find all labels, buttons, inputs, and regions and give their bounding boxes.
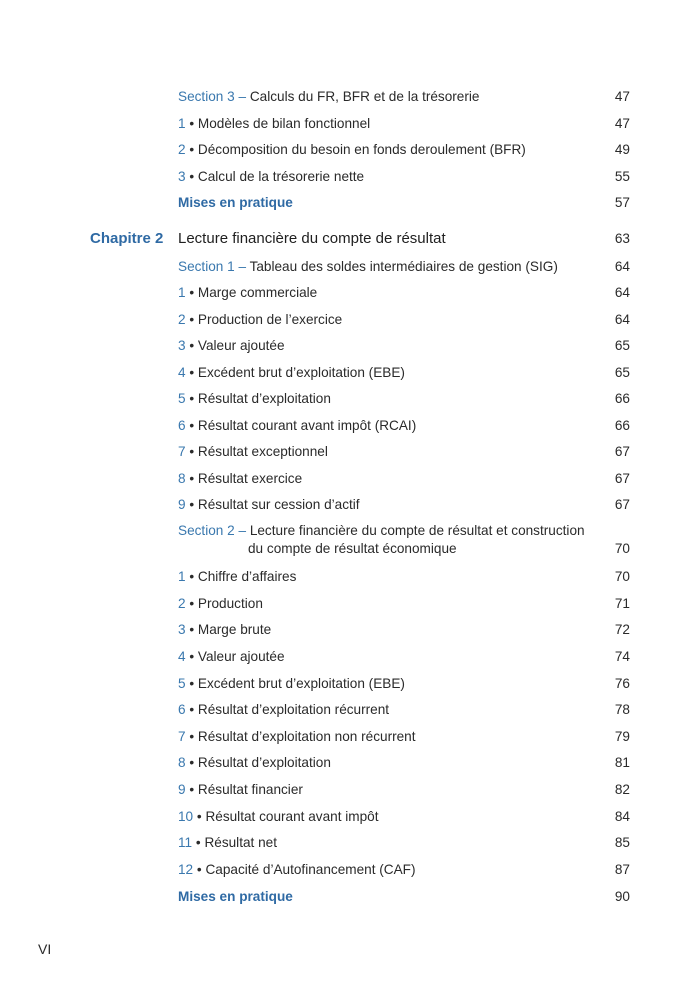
toc-item[interactable]: 1 • Chiffre d’affaires 70 [178,569,630,584]
item-title: Excédent brut d’exploitation (EBE) [197,365,405,380]
item-number: 11 [178,835,193,850]
item-number: 8 [178,755,186,770]
page-number: 67 [614,497,630,512]
item-number: 8 [178,471,186,486]
item-title: Décomposition du besoin en fonds deroulement (BFR) [197,142,526,157]
item-title: Résultat exceptionnel [197,444,328,459]
page-number: 65 [614,365,630,380]
item-title: Capacité d’Autofinancement (CAF) [205,862,416,877]
item-number: 4 [178,649,186,664]
page-number: 67 [614,471,630,486]
page-number: 66 [614,418,630,433]
toc-item[interactable]: 6 • Résultat courant avant impôt (RCAI) 66 [178,418,630,433]
section-title-line2: du compte de résultat économique [248,541,457,556]
page-number: 57 [614,195,630,210]
page-number: 78 [614,702,630,717]
page-number: 64 [614,259,630,274]
page-number: 49 [614,142,630,157]
item-number: 3 [178,169,186,184]
item-number: 5 [178,676,186,691]
toc-item[interactable]: 3 • Valeur ajoutée 65 [178,338,630,353]
toc-item[interactable]: 5 • Excédent brut d’exploitation (EBE) 76 [178,676,630,691]
item-number: 2 [178,596,186,611]
item-title: Résultat d’exploitation non récurrent [197,729,416,744]
practice-label: Mises en pratique [178,889,293,904]
toc-section-3[interactable] [178,88,630,106]
item-number: 10 [178,809,194,824]
toc-item[interactable]: 9 • Résultat financier 82 [178,782,630,797]
toc-item[interactable]: 8 • Résultat exercice 67 [178,471,630,486]
page-number: 82 [614,782,630,797]
page-number: 67 [614,444,630,459]
chapter-label: Chapitre 2 [90,230,164,247]
item-number: 7 [178,444,186,459]
item-title: Valeur ajoutée [197,649,285,664]
item-title: Valeur ajoutée [197,338,285,353]
item-number: 3 [178,338,186,353]
toc-item[interactable]: 7 • Résultat d’exploitation non récurrent 79 [178,729,630,744]
page-number: 72 [614,622,630,637]
item-title: Résultat d’exploitation [197,755,331,770]
item-title: Calcul de la trésorerie nette [197,169,365,184]
section-label: Section 1 [178,259,235,274]
section-title-line1: Lecture financière du compte de résultat et construction [249,523,585,538]
page-number: 47 [614,89,630,104]
item-title: Résultat exercice [197,471,303,486]
item-title: Résultat courant avant impôt (RCAI) [197,418,417,433]
item-title: Modèles de bilan fonctionnel [197,116,371,131]
item-number: 7 [178,729,186,744]
toc-item[interactable]: 12 • Capacité d’Autofinancement (CAF) 87 [178,862,630,877]
page-number: 90 [614,889,630,904]
toc-item[interactable]: 7 • Résultat exceptionnel 67 [178,444,630,459]
item-number: 9 [178,497,186,512]
item-number: 3 [178,622,186,637]
item-number: 4 [178,365,186,380]
item-number: 1 [178,116,186,131]
toc-item[interactable]: 6 • Résultat d’exploitation récurrent 78 [178,702,630,717]
item-number: 2 [178,142,186,157]
page-number: 81 [614,755,630,770]
page-number: 79 [614,729,630,744]
item-number: 12 [178,862,194,877]
toc-practice[interactable] [178,194,630,212]
toc-item[interactable]: 2 • Décomposition du besoin en fonds deroulement (BFR) 49 [178,142,630,157]
item-number: 1 [178,285,186,300]
page-number: 70 [614,569,630,584]
toc-item[interactable]: 4 • Valeur ajoutée 74 [178,649,630,664]
toc-item[interactable]: 2 • Production 71 [178,596,630,611]
item-title: Production [197,596,263,611]
item-title: Excédent brut d’exploitation (EBE) [197,676,405,691]
page-number: 66 [614,391,630,406]
toc-item[interactable]: 3 • Marge brute 72 [178,622,630,637]
page-number: 63 [614,231,630,246]
page-number: 65 [614,338,630,353]
item-number: 2 [178,312,186,327]
item-title: Résultat d’exploitation récurrent [197,702,390,717]
toc-item[interactable]: 10 • Résultat courant avant impôt 84 [178,809,630,824]
page-number: 71 [614,596,630,611]
item-number: 1 [178,569,186,584]
section-label: Section 3 [178,89,235,104]
item-title: Résultat financier [197,782,303,797]
toc-item[interactable]: 1 • Marge commerciale 64 [178,285,630,300]
page-number: 74 [614,649,630,664]
item-number: 5 [178,391,186,406]
toc-item[interactable]: 2 • Production de l’exercice 64 [178,312,630,327]
toc-item[interactable]: 1 • Modèles de bilan fonctionnel 47 [178,116,630,131]
toc-practice[interactable] [178,888,630,906]
page-number: 55 [614,169,630,184]
item-title: Résultat d’exploitation [197,391,331,406]
item-number: 6 [178,418,186,433]
chapter-title: Lecture financière du compte de résultat [178,230,446,247]
item-title: Production de l’exercice [197,312,343,327]
toc-item[interactable]: 3 • Calcul de la trésorerie nette 55 [178,169,630,184]
section-label: Section 2 [178,523,235,538]
practice-label: Mises en pratique [178,195,293,210]
toc-section-1[interactable] [178,258,630,276]
item-title: Marge commerciale [197,285,318,300]
page-number: 85 [614,835,630,850]
item-title: Chiffre d’affaires [197,569,297,584]
page-number: 76 [614,676,630,691]
page-number: 47 [614,116,630,131]
page-number: 64 [614,312,630,327]
item-title: Résultat net [204,835,277,850]
toc-item[interactable]: 5 • Résultat d’exploitation 66 [178,391,630,406]
page-number: 84 [614,809,630,824]
toc-item[interactable]: 11 • Résultat net 85 [178,835,630,850]
toc-section-2[interactable] [178,522,630,558]
footer-page-number: VI [38,941,52,957]
item-title: Marge brute [197,622,272,637]
item-number: 6 [178,702,186,717]
page-number: 64 [614,285,630,300]
item-title: Résultat sur cession d’actif [197,497,360,512]
page-number: 87 [614,862,630,877]
section-dash: – [234,523,250,538]
section-dash: – [234,89,250,104]
item-number: 9 [178,782,186,797]
page-number: 70 [614,541,630,556]
item-title: Résultat courant avant impôt [205,809,379,824]
section-dash: – [234,259,250,274]
section-title: Tableau des soldes intermédiaires de gestion (SIG) [249,259,558,274]
section-title: Calculs du FR, BFR et de la trésorerie [249,89,480,104]
toc-item[interactable]: 4 • Excédent brut d’exploitation (EBE) 65 [178,365,630,380]
toc-item[interactable]: 9 • Résultat sur cession d’actif 67 [178,497,630,512]
toc-item[interactable]: 8 • Résultat d’exploitation 81 [178,755,630,770]
